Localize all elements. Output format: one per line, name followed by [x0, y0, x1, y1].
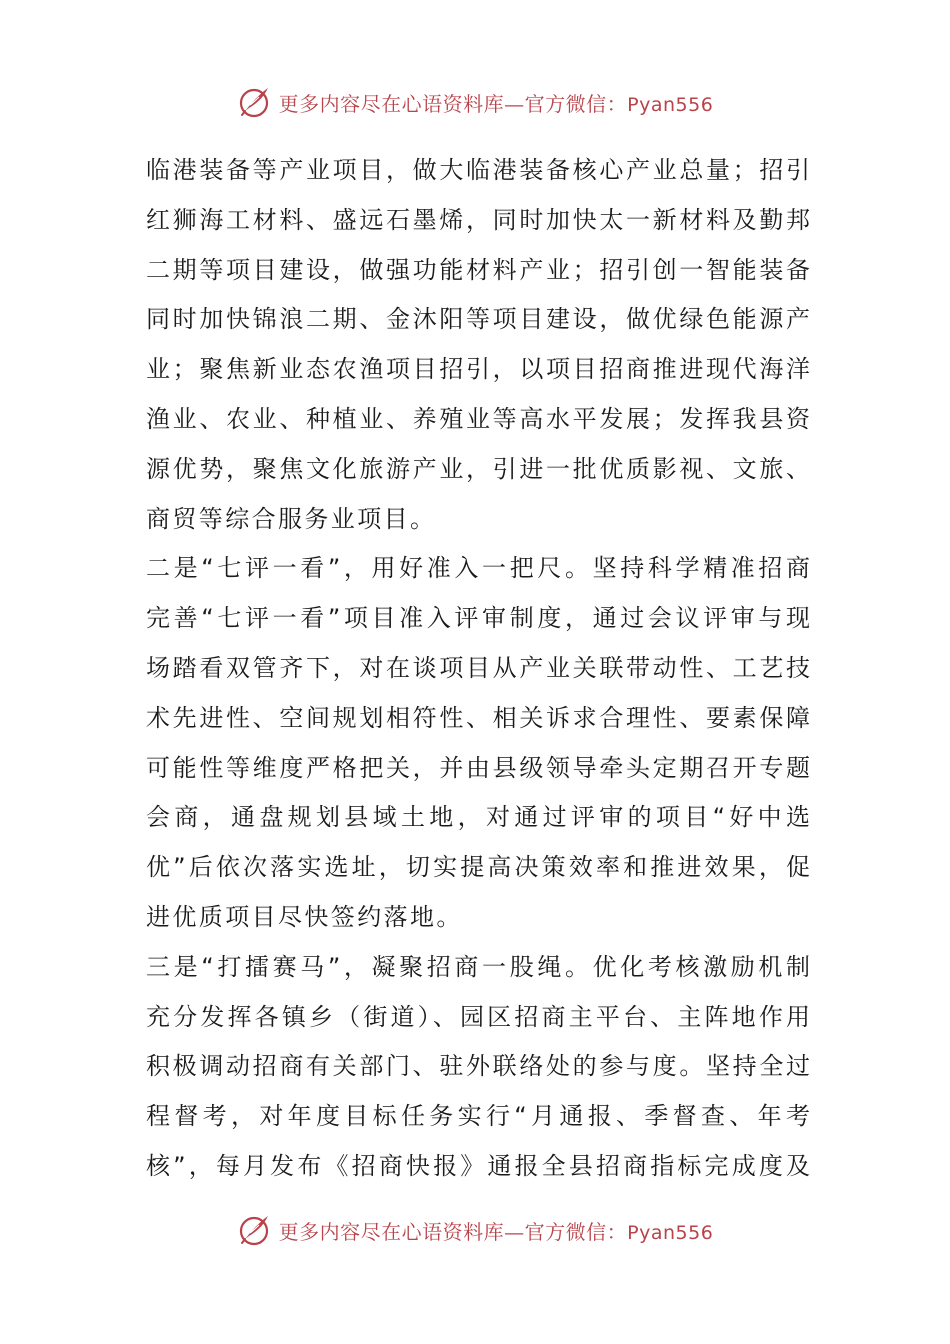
text-line: 二是“七评一看”，用好准入一把尺。坚持科学精准招商 — [146, 554, 810, 583]
quill-logo-icon — [237, 84, 273, 120]
text-line: 会商，通盘规划县域土地，对通过评审的项目“好中选 — [146, 803, 810, 832]
text-line: 商贸等综合服务业项目。 — [146, 504, 437, 533]
text-line: 完善“七评一看”项目准入评审制度，通过会议评审与现 — [146, 604, 810, 633]
text-line: 可能性等维度严格把关，并由县级领导牵头定期召开专题 — [146, 753, 810, 782]
text-line: 充分发挥各镇乡（街道）、园区招商主平台、主阵地作用 — [146, 1002, 810, 1031]
footer-watermark — [0, 1210, 950, 1250]
text-line: 术先进性、空间规划相符性、相关诉求合理性、要素保障 — [146, 703, 810, 732]
text-line: 积极调动招商有关部门、驻外联络处的参与度。坚持全过 — [146, 1052, 810, 1081]
watermark-text — [279, 88, 714, 117]
watermark-text-cn: 更多内容尽在心语资料库—官方微信： — [278, 1219, 628, 1244]
text-line: 进优质项目尽快签约落地。 — [146, 902, 463, 931]
text-line: 渔业、农业、种植业、养殖业等高水平发展；发挥我县资 — [146, 404, 810, 433]
header-watermark — [0, 82, 950, 122]
text-line: 核”，每月发布《招商快报》通报全县招商指标完成度及 — [146, 1151, 810, 1180]
text-line: 源优势，聚焦文化旅游产业，引进一批优质影视、文旅、 — [146, 454, 810, 483]
watermark-text — [279, 1216, 714, 1245]
text-line: 红狮海工材料、盛远石墨烯，同时加快太一新材料及勤邦 — [146, 205, 810, 234]
text-line: 场踏看双管齐下，对在谈项目从产业关联带动性、工艺技 — [146, 653, 810, 682]
text-line: 三是“打擂赛马”，凝聚招商一股绳。优化考核激励机制 — [146, 952, 810, 981]
watermark-text-cn: 更多内容尽在心语资料库—官方微信： — [278, 91, 628, 116]
watermark-wechat-id: Pyan556 — [627, 1221, 714, 1244]
text-line: 程督考，对年度目标任务实行“月通报、季督查、年考 — [146, 1102, 810, 1131]
text-line: 业；聚焦新业态农渔项目招引，以项目招商推进现代海洋 — [146, 355, 810, 384]
quill-logo-icon — [237, 1212, 273, 1248]
text-line: 同时加快锦浪二期、金沐阳等项目建设，做优绿色能源产 — [146, 305, 810, 334]
text-line: 临港装备等产业项目，做大临港装备核心产业总量；招引 — [146, 156, 810, 184]
document-body — [146, 146, 810, 1192]
watermark-wechat-id: Pyan556 — [627, 93, 714, 116]
text-line: 二期等项目建设，做强功能材料产业；招引创一智能装备 — [146, 255, 810, 284]
text-line: 优”后依次落实选址，切实提高决策效率和推进效果，促 — [146, 853, 810, 882]
